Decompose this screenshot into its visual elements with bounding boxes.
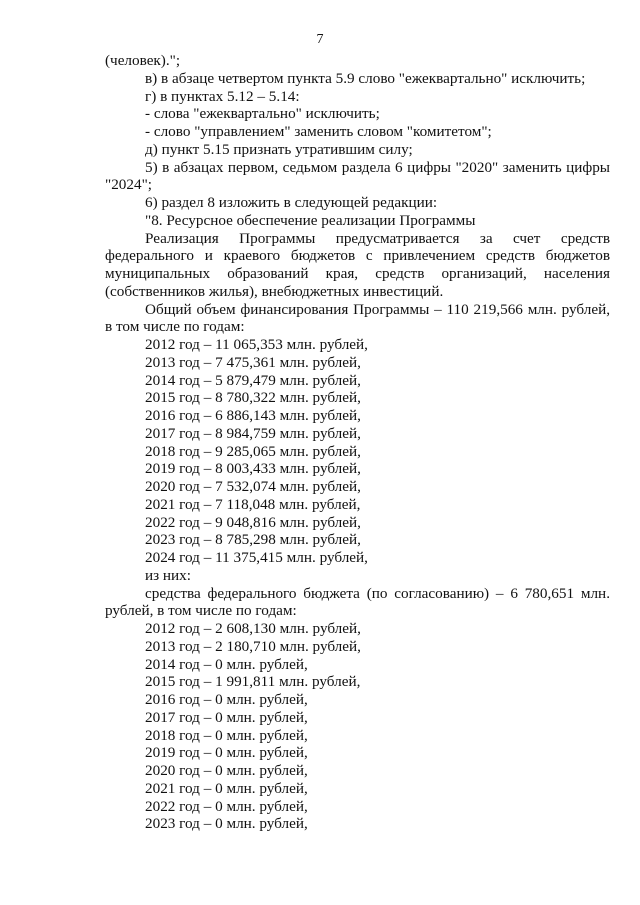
list-item: 2021 год – 0 млн. рублей, (145, 779, 308, 797)
paragraph-dash-1: - слова "ежеквартально" исключить; (145, 105, 380, 123)
list-item: 2021 год – 7 118,048 млн. рублей, (145, 495, 361, 513)
list-item: 2019 год – 0 млн. рублей, (145, 744, 308, 762)
list-item: 2015 год – 1 991,811 млн. рублей, (145, 673, 361, 691)
paragraph-closing-quote: (человек)."; (105, 52, 181, 69)
list-item: 2020 год – 7 532,074 млн. рублей, (145, 478, 361, 495)
page-number: 7 (316, 32, 324, 47)
list-item: 2019 год – 8 003,433 млн. рублей, (145, 460, 361, 478)
paragraph-item-6: 6) раздел 8 изложить в следующей редакции: (145, 194, 438, 211)
paragraph-total-funding: Общий объем финансирования Программы – 110 219,566 млн. рублей, в том числе по годам: (105, 300, 610, 336)
list-item: 2016 год – 0 млн. рублей, (145, 691, 308, 708)
paragraph-implementation: Реализация Программы предусматривается за счет средств федерального и краевого бюджетов с привлечением средств бюджетов муниципальных образований края, средств организаций, населения (собственников жилья), внебюджетных инвестиций. (105, 229, 610, 300)
list-item: 2023 год – 0 млн. рублей, (145, 815, 308, 833)
list-item: 2018 год – 9 285,065 млн. рублей, (145, 442, 361, 460)
paragraph-item-d: д) пункт 5.15 признать утратившим силу; (145, 140, 413, 158)
list-item: 2022 год – 0 млн. рублей, (145, 797, 308, 815)
list-item: 2023 год – 8 785,298 млн. рублей, (145, 531, 361, 549)
paragraph-federal-funding: средства федерального бюджета (по согласованию) – 6 780,651 млн. рублей, в том числе по годам: (105, 584, 610, 620)
list-item: 2017 год – 8 984,759 млн. рублей, (145, 424, 361, 442)
total-by-year-list (105, 336, 610, 567)
list-item: 2016 год – 6 886,143 млн. рублей, (145, 407, 361, 424)
list-item: 2012 год – 2 608,130 млн. рублей, (145, 620, 361, 637)
list-item: 2024 год – 11 375,415 млн. рублей, (145, 549, 368, 566)
list-item: 2013 год – 2 180,710 млн. рублей, (145, 637, 361, 655)
list-item: 2022 год – 9 048,816 млн. рублей, (145, 513, 361, 531)
list-item: 2014 год – 5 879,479 млн. рублей, (145, 371, 361, 389)
list-item: 2015 год – 8 780,322 млн. рублей, (145, 389, 361, 407)
list-item: 2020 год – 0 млн. рублей, (145, 762, 308, 779)
document-body (105, 52, 610, 833)
list-item: 2018 год – 0 млн. рублей, (145, 726, 308, 744)
list-item: 2014 год – 0 млн. рублей, (145, 655, 308, 673)
list-item: 2017 год – 0 млн. рублей, (145, 708, 308, 726)
section-heading: "8. Ресурсное обеспечение реализации Программы (145, 211, 476, 229)
paragraph-item-v: в) в абзаце четвертом пункта 5.9 слово "ежеквартально" исключить; (145, 69, 586, 87)
list-item: 2012 год – 11 065,353 млн. рублей, (145, 336, 368, 353)
of-them-label: из них: (145, 566, 191, 584)
list-item: 2013 год – 7 475,361 млн. рублей, (145, 353, 361, 371)
federal-by-year-list (105, 620, 610, 833)
paragraph-item-g: г) в пунктах 5.12 – 5.14: (145, 87, 300, 105)
paragraph-dash-2: - слово "управлением" заменить словом "комитетом"; (145, 123, 492, 140)
paragraph-item-5: 5) в абзацах первом, седьмом раздела 6 цифры "2020" заменить цифры "2024"; (105, 158, 610, 194)
